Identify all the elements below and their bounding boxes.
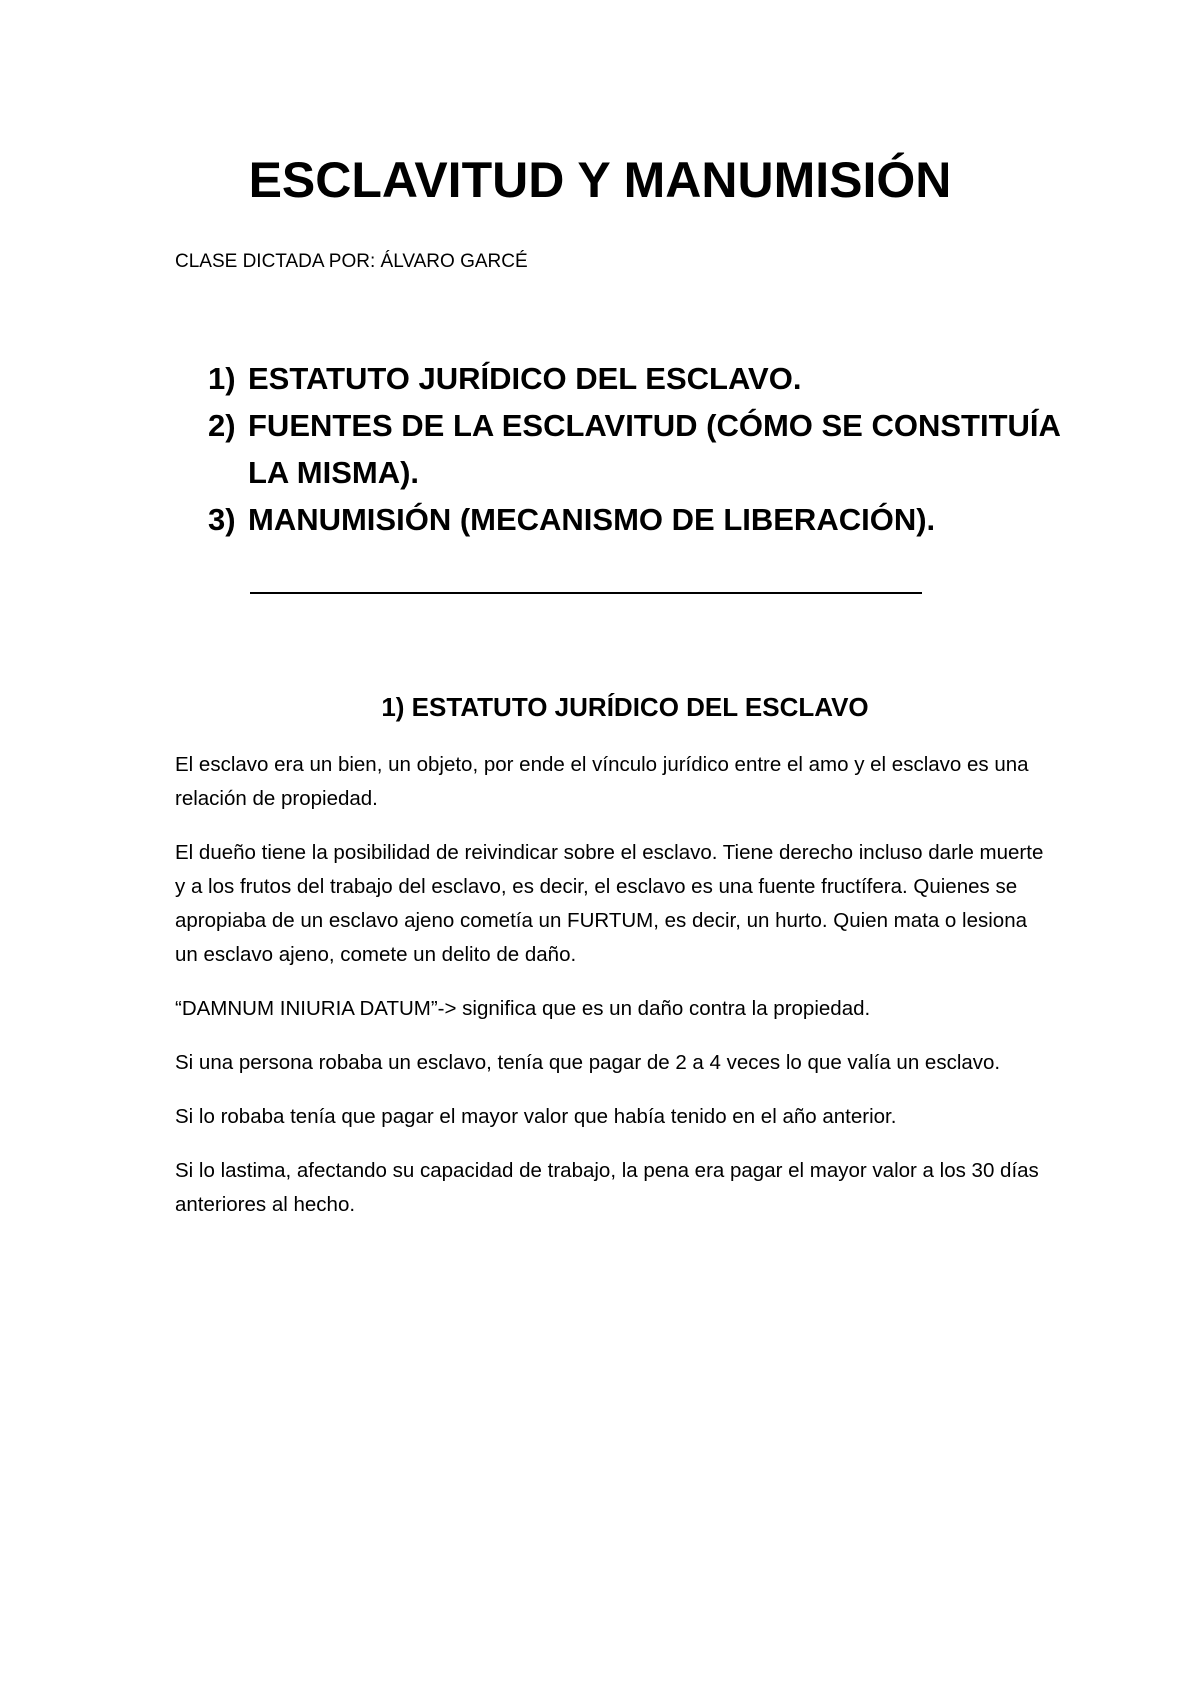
outline-list bbox=[208, 355, 1068, 543]
paragraph: Si una persona robaba un esclavo, tenía que pagar de 2 a 4 veces lo que valía un esclavo. bbox=[175, 1051, 1001, 1074]
outline-item-number: 2) bbox=[208, 408, 236, 443]
outline-item-text: ESTATUTO JURÍDICO DEL ESCLAVO. bbox=[248, 361, 802, 396]
byline: CLASE DICTADA POR: ÁLVARO GARCÉ bbox=[175, 251, 528, 272]
outline-item-text: FUENTES DE LA ESCLAVITUD (CÓMO SE CONSTITUÍA LA MISMA). bbox=[248, 408, 1060, 490]
paragraph: El dueño tiene la posibilidad de reivindicar sobre el esclavo. Tiene derecho incluso darle muerte y a los frutos del trabajo del esclavo, es decir, el esclavo es una fuente fructífera. Quienes se apropiaba de un esclavo ajeno cometía un FURTUM, es decir, un hurto. Quien mata o lesiona un esclavo ajeno, comete un delito de daño. bbox=[175, 841, 1044, 966]
outline-item-number: 1) bbox=[208, 361, 236, 396]
horizontal-divider bbox=[250, 592, 922, 594]
paragraph: Si lo robaba tenía que pagar el mayor valor que había tenido en el año anterior. bbox=[175, 1105, 897, 1128]
paragraph: Si lo lastima, afectando su capacidad de trabajo, la pena era pagar el mayor valor a los 30 días anteriores al hecho. bbox=[175, 1159, 1039, 1216]
section-heading: 1) ESTATUTO JURÍDICO DEL ESCLAVO bbox=[381, 692, 869, 722]
paragraph: “DAMNUM INIURIA DATUM”-> significa que es un daño contra la propiedad. bbox=[175, 997, 871, 1020]
outline-item bbox=[208, 355, 1068, 402]
outline-item-number: 3) bbox=[208, 502, 236, 537]
outline-item-text: MANUMISIÓN (MECANISMO DE LIBERACIÓN). bbox=[248, 502, 936, 537]
outline-item bbox=[208, 402, 1068, 496]
paragraph: El esclavo era un bien, un objeto, por ende el vínculo jurídico entre el amo y el esclavo es una relación de propiedad. bbox=[175, 753, 1029, 810]
section-body bbox=[175, 748, 1047, 1242]
outline-item bbox=[208, 496, 1068, 543]
document-title: ESCLAVITUD Y MANUMISIÓN bbox=[248, 152, 952, 208]
